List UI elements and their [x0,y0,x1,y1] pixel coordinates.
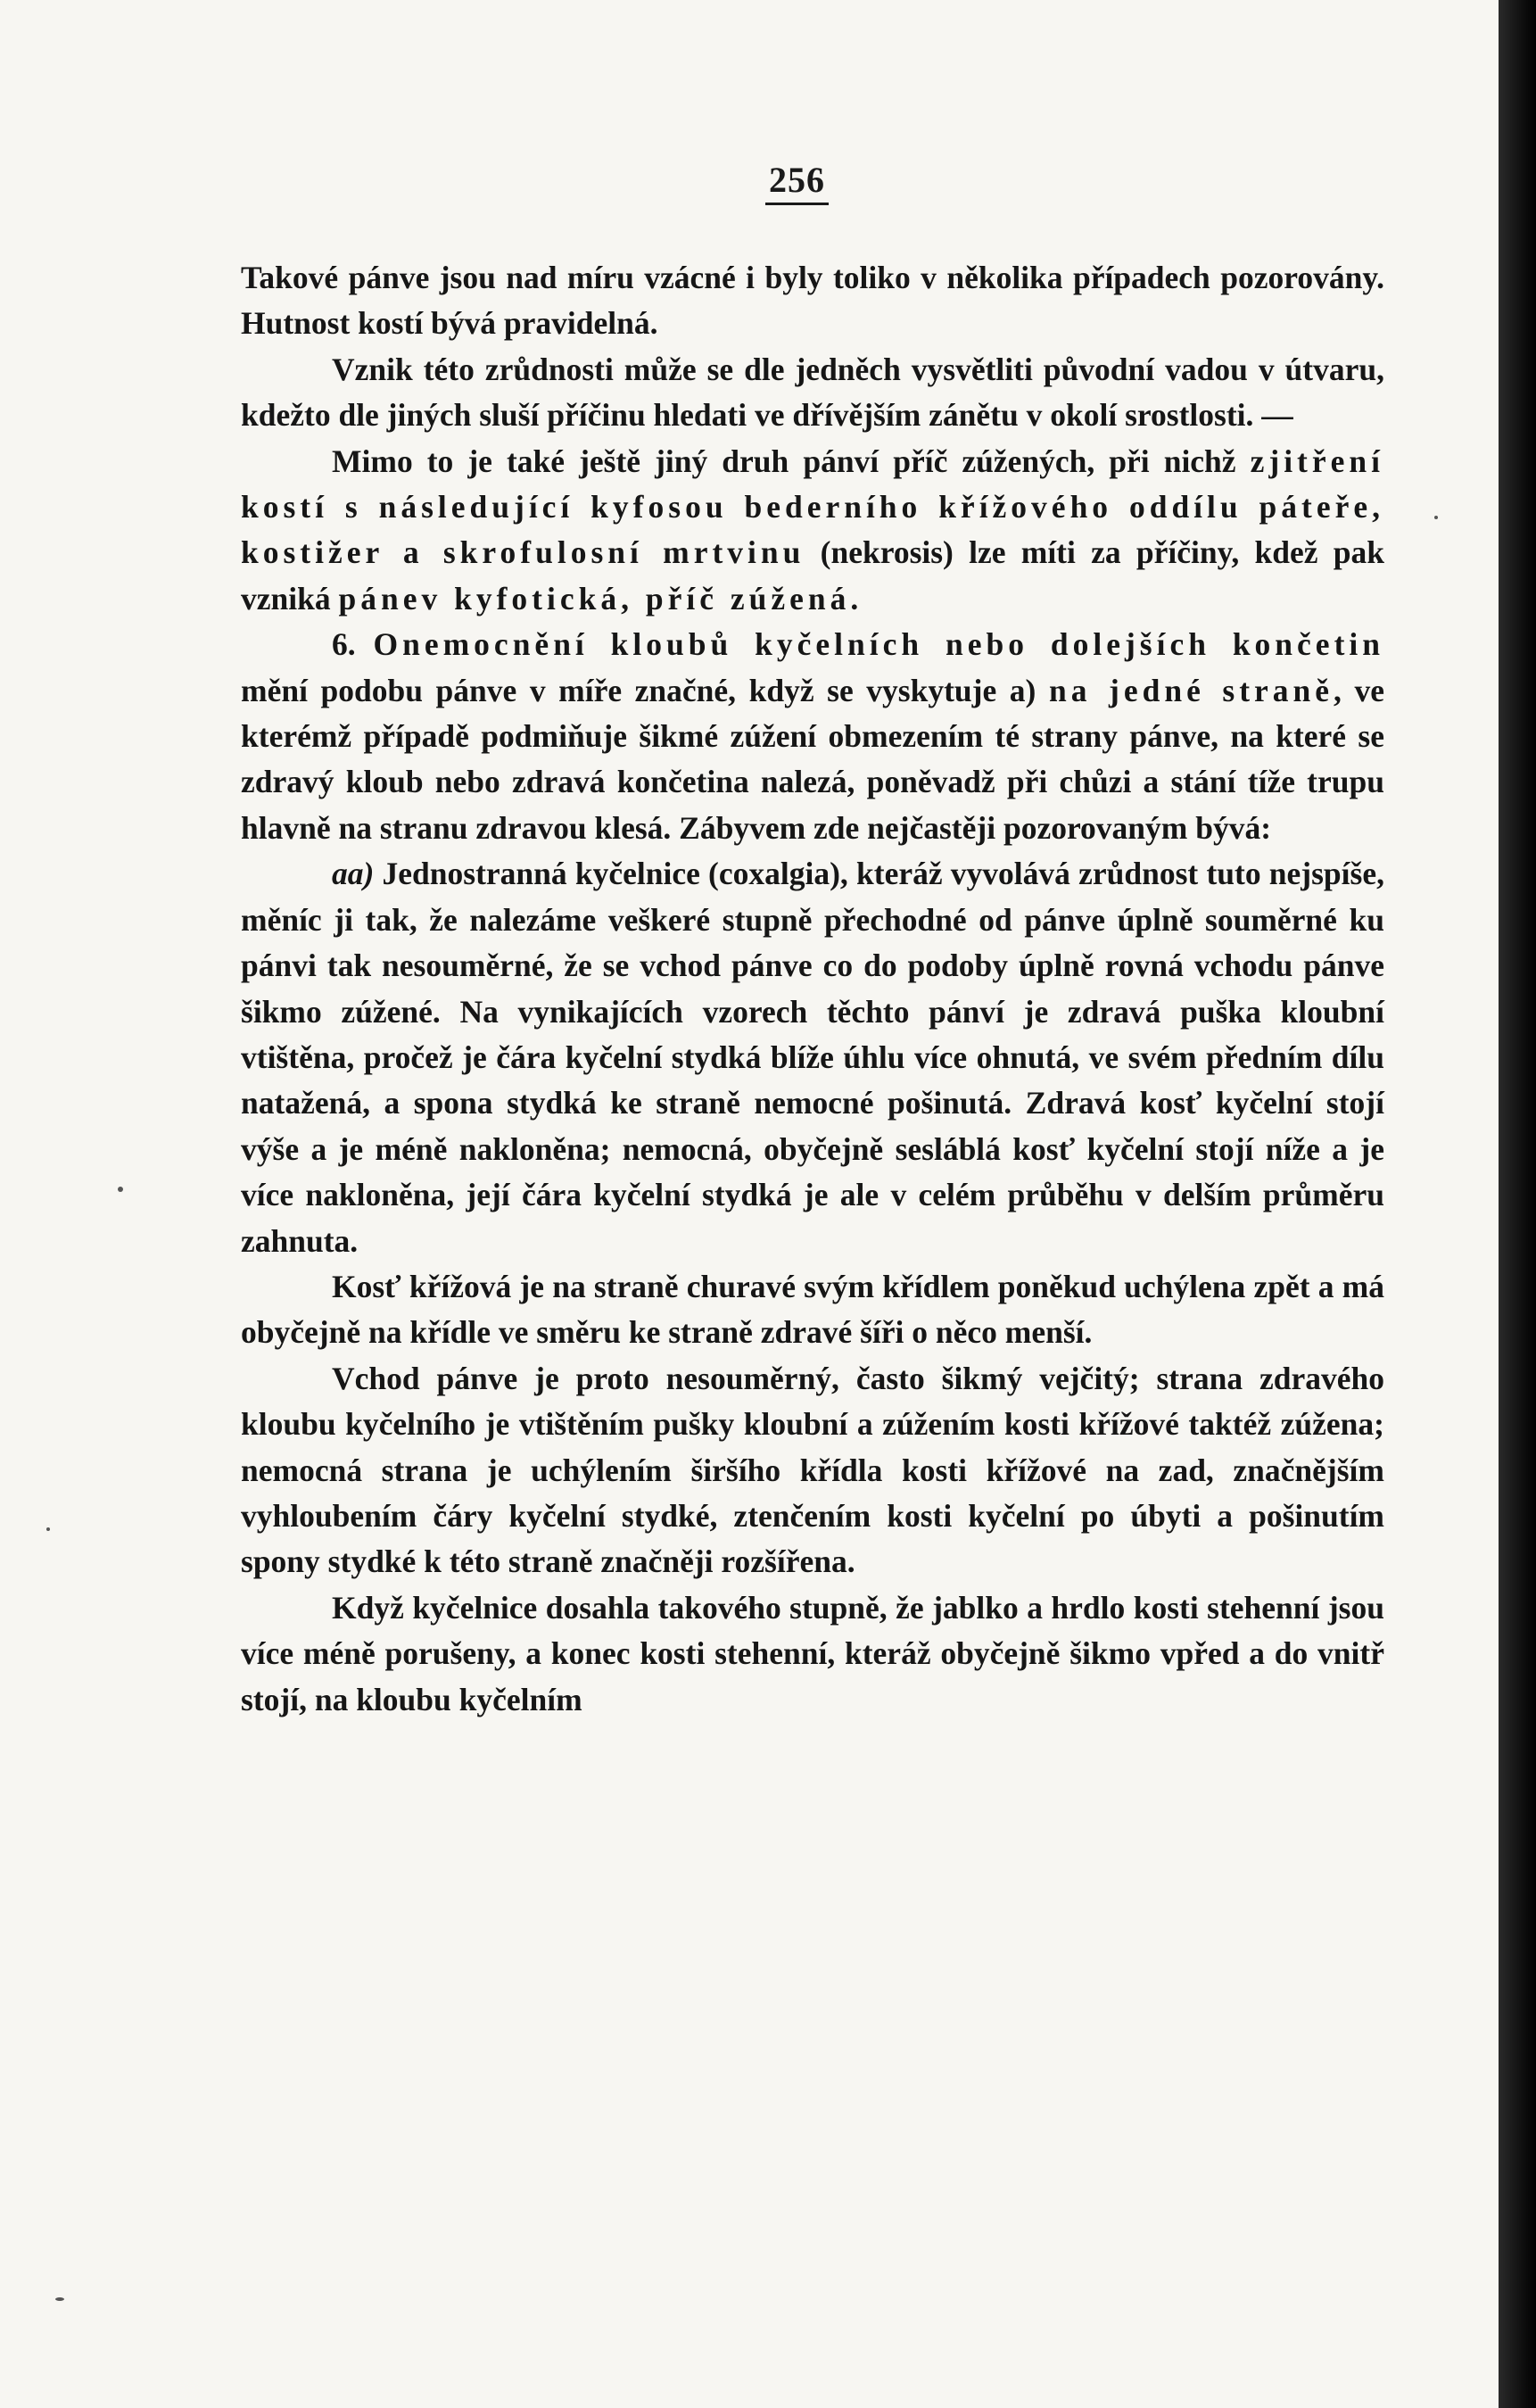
paragraph-6: Kosť křížová je na straně churavé svým křídlem poněkud uchýlena zpět a má obyčejně na křídle ve směru ke straně zdravé šíři o něco menší. [241,1268,1384,1351]
page-number: 256 [765,159,829,205]
paragraph-4-text-a: mění podobu pánve v míře značné, když se vyskytuje a) [241,672,1049,708]
paragraph-4-text-b: , ve kterémž případě podmiňuje šikmé zúžení obmezením té strany pánve, na které se zdravý kloub nebo zdravá končetina nalezá, poněvadž při chůzi a stání tíže trupu hlavně na stranu zdravou klesá. Zábyvem zde nejčastěji pozorovaným bývá: [241,672,1384,846]
paper-speck [1434,516,1438,519]
paragraph-3 [241,439,1384,623]
paragraph-4 [241,622,1384,851]
body-text [241,255,1384,1723]
paragraph-3-spaced-a: zjitření kostí s následující kyfosou bederního křížového oddílu páteře, kostižer a skrofulosní mrtvinu [241,443,1384,571]
paragraph-5 [241,851,1384,1264]
paper-speck [55,2297,64,2301]
paper-speck [46,1527,50,1531]
paragraph-1: Takové pánve jsou nad míru vzácné i byly toliko v několika případech pozorovány. Hutnost kostí bývá pravidelná. [241,260,1384,342]
scan-edge-shadow [1499,0,1536,2408]
subsection-label: aa) [332,856,375,892]
paragraph-7: Vchod pánve je proto nesouměrný, často šikmý vejčitý; strana zdravého kloubu kyčelního je vtištěním pušky kloubní a zúžením kosti křížové taktéž zúžena; nemocná strana je uchýlením širšího křídla kosti křížové na zad, značnějším vyhloubením čáry kyčelní stydké, ztenčením kosti kyčelní po úbyti a pošinutím spony stydké k této straně značněji rozšířena. [241,1360,1384,1580]
paragraph-5-text: Jednostranná kyčelnice (coxalgia), kteráž vyvolává zrůdnost tuto nejspíše, měníc ji tak, že nalezáme veškeré stupně přechodné od pánve úplně souměrné ku pánvi tak nesouměrné, že se vchod pánve co do podoby úplně rovná vchodu pánve šikmo zúžené. Na vynikajících vzorech těchto pánví je zdravá puška kloubní vtištěna, pročež je čára kyčelní stydká blíže úhlu více ohnutá, ve svém předním dílu natažená, a spona stydká ke straně nemocné pošinutá. Zdravá kosť kyčelní stojí výše a je méně nakloněna; nemocná, obyčejně sesláblá kosť kyčelní stojí níže a je více nakloněna, její čára kyčelní stydká je ale v celém průběhu v delším průměru zahnuta. [241,856,1384,1259]
paragraph-3-text-a: Mimo to je také ještě jiný druh pánví příč zúžených, při nichž [332,443,1251,479]
section-number: 6. [332,626,374,663]
paper-speck [118,1187,123,1192]
paragraph-8: Když kyčelnice dosahla takového stupně, že jablko a hrdlo kosti stehenní jsou více méně porušeny, a konec kosti stehenní, kteráž obyčejně šikmo vpřed a do vnitř stojí, na kloubu kyčelním [241,1589,1384,1717]
paragraph-2: Vznik této zrůdnosti může se dle jedněch vysvětliti původní vadou v útvaru, kdežto dle jiných sluší příčinu hledati ve dřívějším zánětu v okolí srostlosti. — [241,351,1384,434]
paragraph-3-text-b: (nekrosis) lze míti za příčiny, kdež pak vzniká [241,534,1384,616]
paragraph-4-spaced-a: Onemocnění kloubů kyčelních nebo dolejších končetin [373,626,1384,663]
paragraph-4-spaced-b: na jedné straně [1048,672,1334,708]
paragraph-3-spaced-b: pánev kyfotická, příč zúžená. [338,580,863,616]
